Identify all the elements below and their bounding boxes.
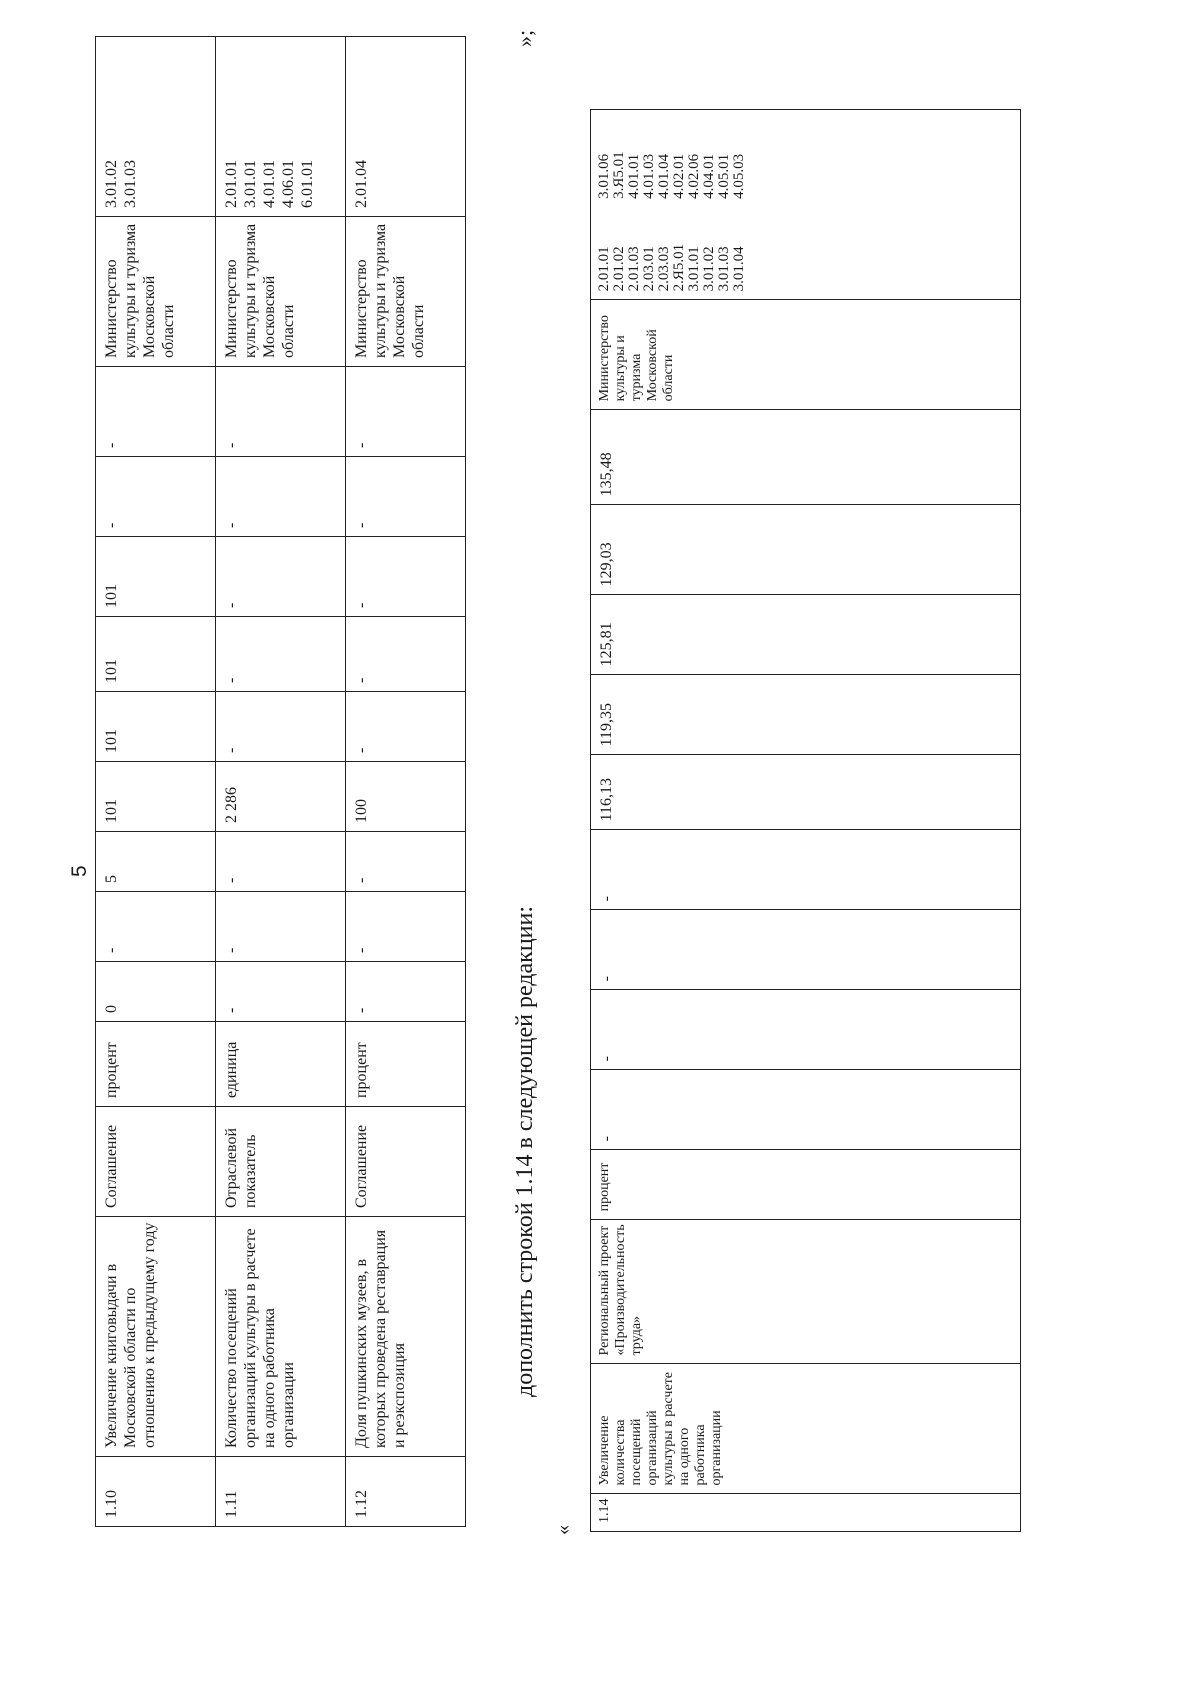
value-cell: 119,35	[591, 675, 1021, 755]
value-cell: 129,03	[591, 505, 1021, 595]
code-item: 3.01.03	[122, 160, 139, 208]
code-item: 3.01.04	[731, 246, 747, 292]
row-number: 1.11	[216, 1457, 346, 1527]
open-quote: «	[552, 1525, 574, 1535]
code-item: 2.03.01	[641, 246, 657, 292]
value-cell: -	[591, 990, 1021, 1070]
value-cell: 135,48	[591, 410, 1021, 505]
value-cell: -	[346, 692, 466, 762]
value-cell: -	[346, 617, 466, 692]
indicator-type: Соглашение	[96, 1107, 216, 1217]
value-cell: 0	[96, 962, 216, 1022]
value-cell: -	[346, 367, 466, 457]
value-cell: -	[96, 892, 216, 962]
code-item: 4.06.01	[280, 160, 297, 208]
code-item: 3.Я5.01	[611, 151, 627, 199]
close-quote: »;	[512, 29, 537, 47]
responsible: Министерство культуры и туризма Московской области	[216, 217, 346, 367]
code-item: 4.05.01	[716, 153, 732, 199]
table-row	[591, 110, 1021, 1532]
code-item: 2.03.03	[656, 246, 672, 292]
unit: процент	[591, 1150, 1021, 1220]
value-cell: 101	[96, 762, 216, 832]
responsible: Министерство культуры и туризма Московской области	[346, 217, 466, 367]
value-cell: -	[346, 457, 466, 537]
table-row	[96, 37, 216, 1527]
value-cell: -	[216, 367, 346, 457]
indicator-name: Увеличение книговыдачи в Московской области по отношению к предыдущему году	[96, 1217, 216, 1457]
table-row	[216, 37, 346, 1527]
value-cell: 5	[96, 832, 216, 892]
unit: процент	[96, 1022, 216, 1107]
value-cell: 101	[96, 617, 216, 692]
value-cell: -	[591, 1070, 1021, 1150]
row-number: 1.14	[591, 1494, 1021, 1532]
value-cell: -	[346, 832, 466, 892]
code-item: 2.01.04	[353, 160, 370, 208]
value-cell: 101	[96, 537, 216, 617]
intro-text: дополнить строкой 1.14 в следующей редакции:	[512, 905, 538, 1397]
code-item: 3.01.02	[701, 246, 717, 292]
value-cell: -	[216, 692, 346, 762]
responsible: Министерство культуры и туризма Московской области	[96, 217, 216, 367]
row-number: 1.12	[346, 1457, 466, 1527]
code-item: 6.01.01	[299, 160, 316, 208]
code-item: 2.Я5.01	[671, 243, 687, 292]
value-cell: -	[216, 832, 346, 892]
code-item: 3.01.01	[242, 160, 259, 208]
code-item: 4.01.04	[656, 153, 672, 199]
indicator-name: Количество посещений организаций культуры в расчете на одного работника организации	[216, 1217, 346, 1457]
codes-cell	[216, 37, 346, 217]
code-item: 2.01.02	[611, 246, 627, 292]
unit: единица	[216, 1022, 346, 1107]
new-row-table	[590, 109, 1021, 1532]
code-item: 4.01.01	[261, 160, 278, 208]
value-cell: -	[346, 537, 466, 617]
page-number: 5	[68, 865, 91, 877]
codes-cell	[346, 37, 466, 217]
value-cell: -	[216, 537, 346, 617]
value-cell: -	[216, 892, 346, 962]
indicator-type: Региональный проект «Производительность труда»	[591, 1220, 1021, 1364]
value-cell: -	[346, 962, 466, 1022]
code-item: 2.01.01	[223, 160, 240, 208]
code-item: 3.01.06	[596, 153, 612, 199]
code-item: 4.02.06	[686, 153, 702, 199]
value-cell: -	[216, 617, 346, 692]
value-cell: -	[216, 457, 346, 537]
responsible: Министерство культуры и туризма Московской области	[591, 300, 1021, 410]
code-item: 4.02.01	[671, 153, 687, 199]
indicator-name: Увеличение количества посещений организаций культуры в расчете на одного работника организации	[591, 1364, 1021, 1494]
row-number: 1.10	[96, 1457, 216, 1527]
value-cell: -	[216, 962, 346, 1022]
value-cell: 116,13	[591, 755, 1021, 830]
value-cell: 125,81	[591, 595, 1021, 675]
indicators-table	[95, 36, 466, 1527]
table-row	[346, 37, 466, 1527]
value-cell: -	[591, 910, 1021, 990]
code-item: 4.05.03	[731, 153, 747, 199]
value-cell: -	[591, 830, 1021, 910]
value-cell: 100	[346, 762, 466, 832]
code-item: 3.01.01	[686, 246, 702, 292]
code-item: 3.01.03	[716, 246, 732, 292]
indicator-type: Отраслевой показатель	[216, 1107, 346, 1217]
indicator-type: Соглашение	[346, 1107, 466, 1217]
unit: процент	[346, 1022, 466, 1107]
value-cell: -	[96, 367, 216, 457]
code-item: 3.01.02	[103, 160, 120, 208]
code-item: 2.01.01	[596, 246, 612, 292]
value-cell: -	[96, 457, 216, 537]
code-item: 4.04.01	[701, 153, 717, 199]
value-cell: 2 286	[216, 762, 346, 832]
code-item: 4.01.01	[626, 153, 642, 199]
codes-cell	[591, 110, 1021, 300]
value-cell: 101	[96, 692, 216, 762]
codes-cell	[96, 37, 216, 217]
value-cell: -	[346, 892, 466, 962]
code-item: 2.01.03	[626, 246, 642, 292]
indicator-name: Доля пушкинских музеев, в которых проведена реставрация и реэкспозиция	[346, 1217, 466, 1457]
code-item: 4.01.03	[641, 153, 657, 199]
